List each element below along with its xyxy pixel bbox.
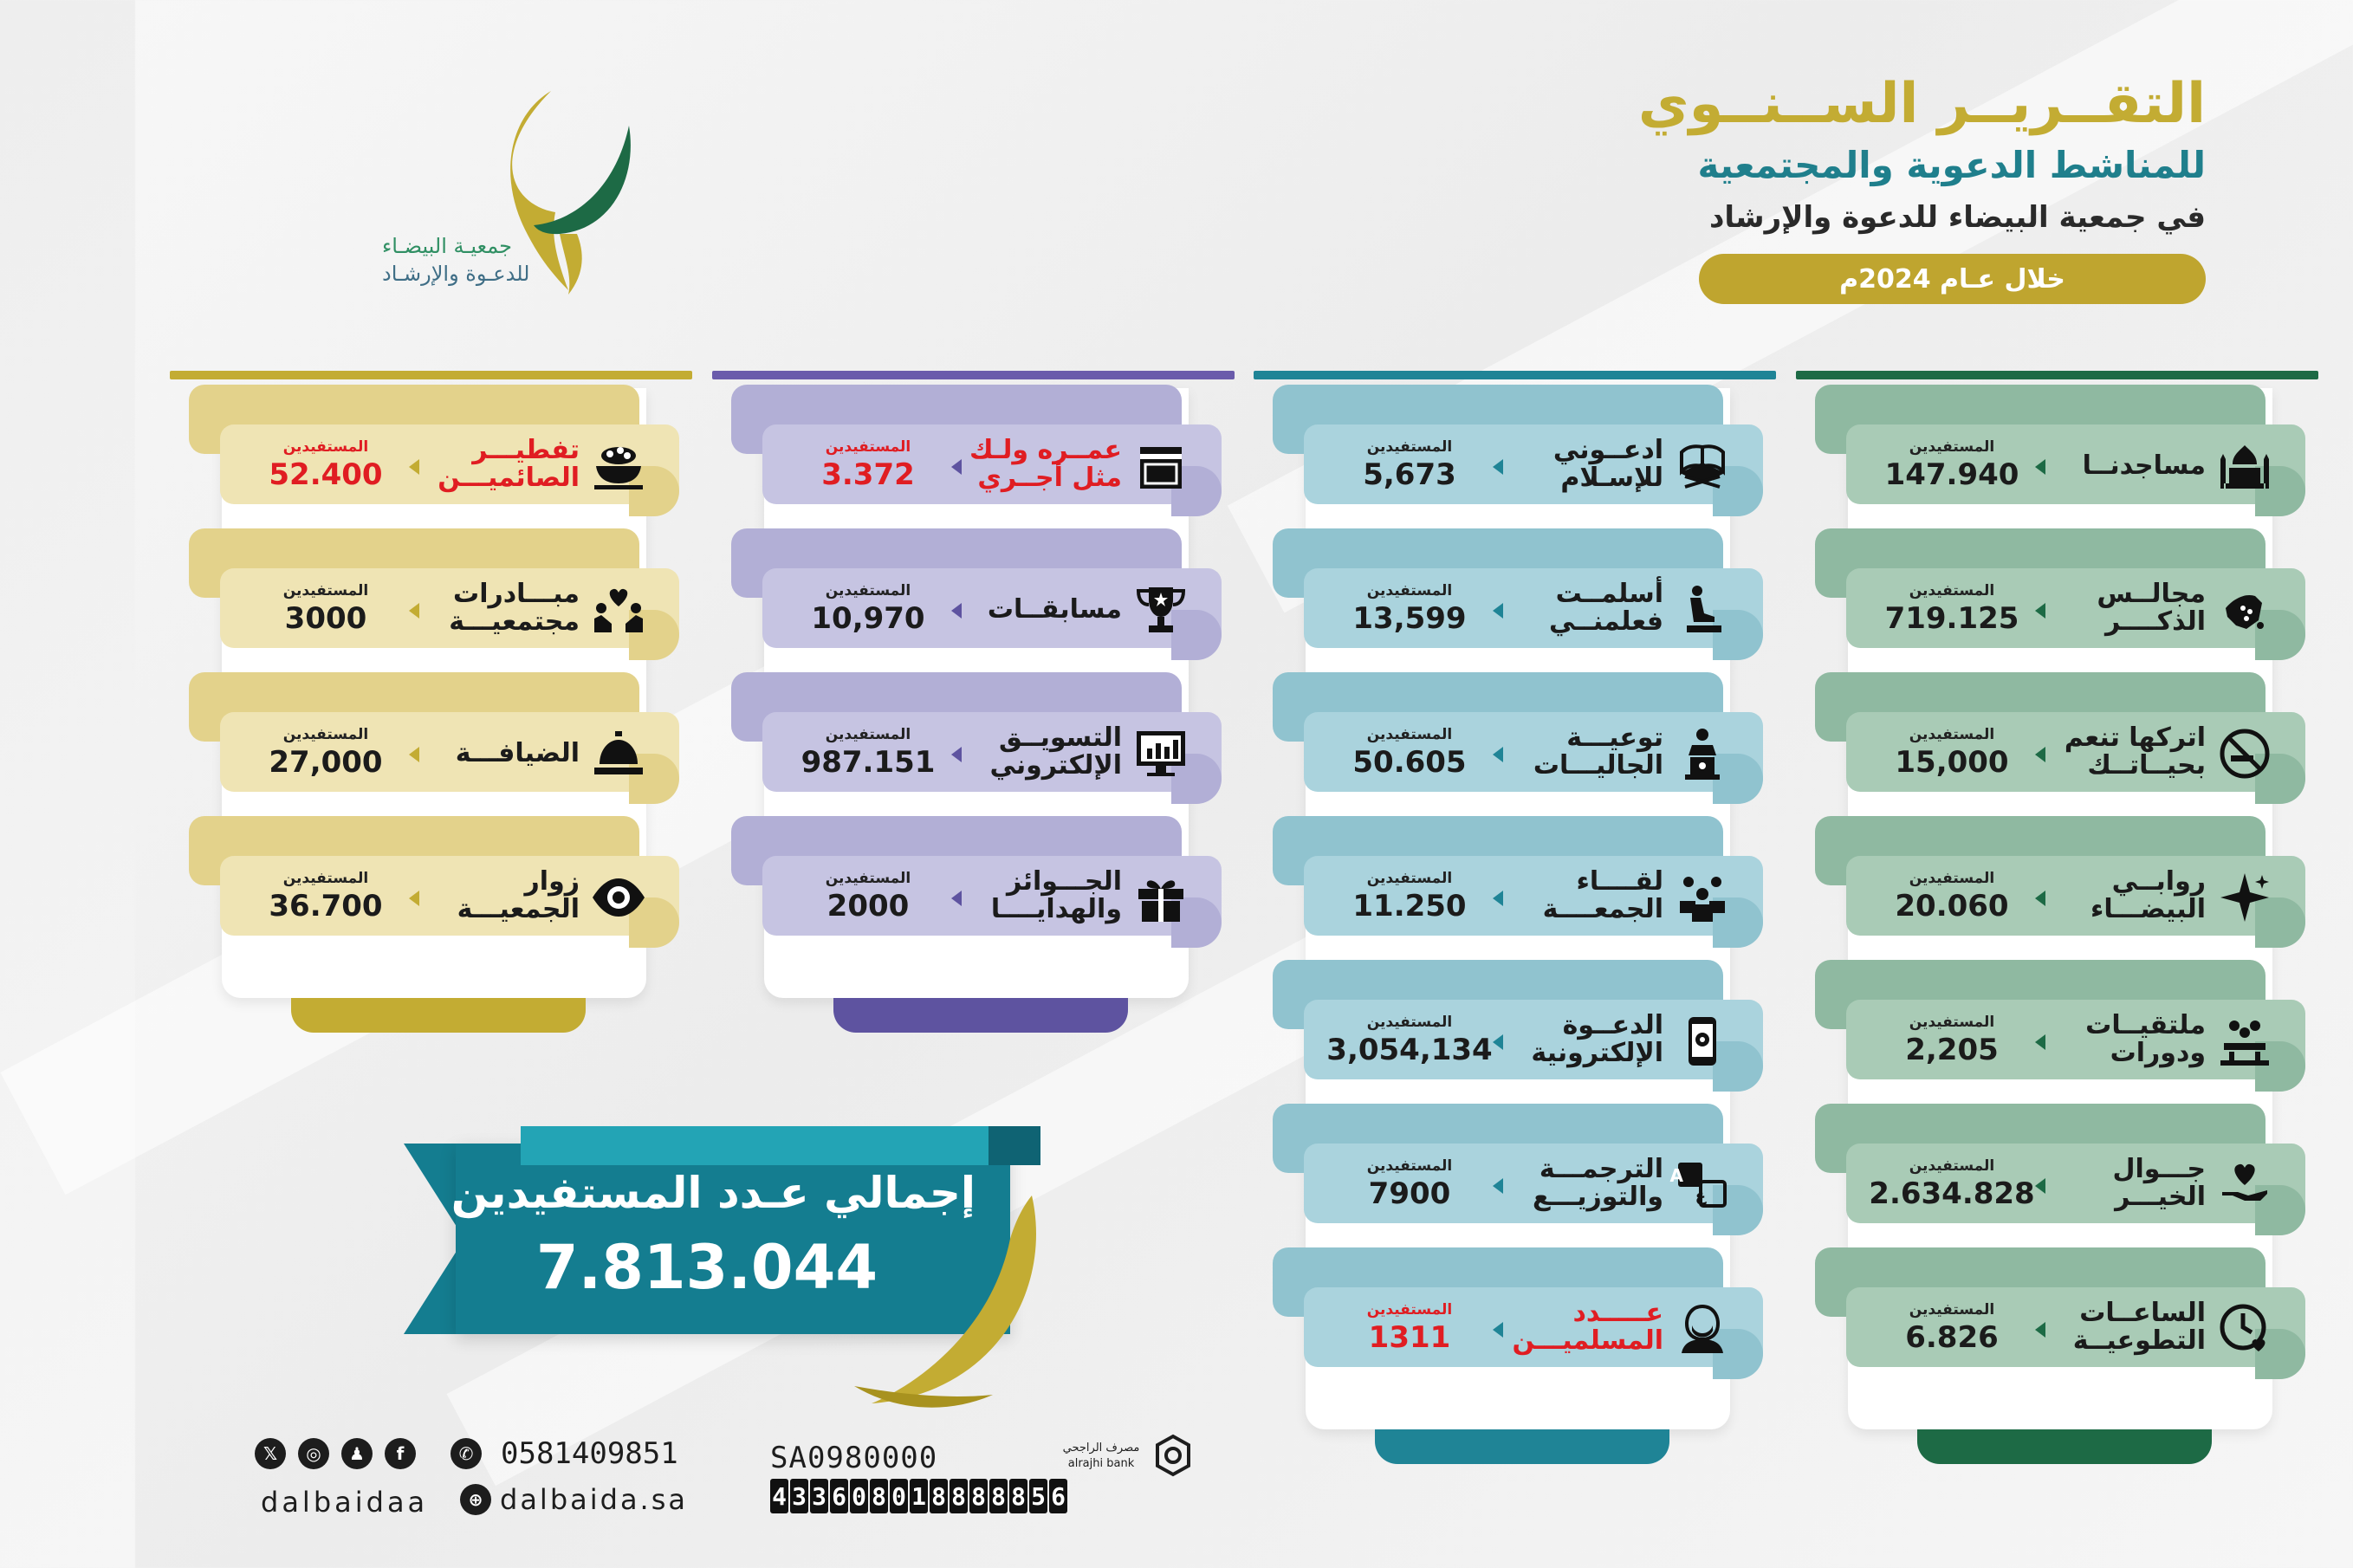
beneficiaries (1323, 438, 1496, 492)
beneficiaries-value: 6.826 (1905, 1320, 1999, 1355)
activity-label (2032, 1012, 2206, 1066)
activity-label-line: ادعــوني (1552, 435, 1663, 465)
activity-label-line: الجـــوائز (1007, 866, 1122, 897)
account-digit: 6 (830, 1479, 848, 1513)
beneficiaries (1865, 870, 2039, 923)
activity-label (406, 868, 580, 923)
activity-card (728, 523, 1222, 653)
activity-label-line: الإلكتروني (989, 749, 1122, 781)
kaaba-icon (1133, 438, 1189, 494)
beneficiaries-label: المستفيدين (1366, 1014, 1453, 1031)
activity-label-line: التطوعيــة (2072, 1325, 2206, 1356)
activity-label-line: الساعــات (2079, 1298, 2206, 1328)
beneficiaries-label: المستفيدين (1909, 1157, 1995, 1175)
activity-card (1269, 1098, 1763, 1228)
beneficiaries-value: 27,000 (269, 745, 383, 780)
banner-fold (989, 1126, 1040, 1165)
activity-card (728, 379, 1222, 509)
podium-icon (1675, 726, 1730, 781)
total-value: 7.813.044 (535, 1232, 878, 1303)
no-smoking-icon (2217, 726, 2272, 781)
activity-label-line: مجتمعيـــة (449, 606, 580, 637)
beneficiaries (1865, 438, 2039, 492)
logo-text (382, 232, 529, 288)
column-top-bar (170, 371, 692, 379)
mobile-icon (1675, 1014, 1730, 1069)
activity-label-line: مسابقــات (987, 594, 1122, 625)
food-bowl-icon (591, 438, 646, 494)
account-digit: 8 (950, 1479, 968, 1513)
column-gold (170, 371, 692, 924)
activity-label-line: بحيــاتــك (2087, 749, 2206, 781)
phone-icon[interactable]: ✆ (451, 1438, 482, 1469)
beneficiaries-label: المستفيدين (825, 726, 911, 743)
beneficiaries-value: 20.060 (1895, 889, 2009, 923)
activity-label (949, 437, 1122, 491)
activity-label-line: الترجمـــة (1539, 1154, 1663, 1184)
activity-label (1490, 1012, 1663, 1066)
activity-label-line: والهدايــــا (990, 893, 1122, 924)
column-footer-tab (1917, 1429, 2212, 1464)
beneficiaries-label: المستفيدين (1909, 726, 1995, 743)
beneficiaries-value: 987.151 (801, 745, 936, 780)
period-badge: خلال عـام 2024م (1699, 254, 2206, 304)
beneficiaries-value: 10,970 (811, 601, 925, 636)
monitor-chart-icon (1133, 726, 1189, 781)
beneficiaries-value: 2.634.828 (1869, 1176, 2035, 1211)
beneficiaries-label: المستفيدين (825, 438, 911, 456)
account-digit: 4 (770, 1479, 788, 1513)
activity-card (1812, 667, 2305, 797)
beneficiaries (781, 870, 955, 923)
activity-card (1269, 379, 1763, 509)
activity-card (1269, 667, 1763, 797)
banner-top-strip (521, 1126, 1040, 1165)
report-header (1582, 69, 2206, 304)
activity-label (1490, 580, 1663, 635)
activity-label-line: روابــي (2111, 866, 2206, 897)
activity-label-line: توعيـــة (1566, 722, 1663, 753)
activity-label-line: مجالــس (2097, 579, 2206, 609)
activity-card (1812, 1242, 2305, 1372)
activity-label-line: لقــــاء (1576, 866, 1663, 897)
beneficiaries (239, 582, 412, 636)
facebook-icon[interactable]: f (385, 1438, 416, 1469)
logo-line2: للدعـوة والإرشـاد (382, 262, 530, 287)
beneficiaries-value: 1311 (1368, 1320, 1451, 1355)
social-links (255, 1436, 678, 1471)
activity-label-line: فعلمنــي (1548, 606, 1663, 637)
account-digit: 8 (989, 1479, 1008, 1513)
activity-label-line: الضيافـــة (455, 738, 580, 768)
account-digit: 0 (890, 1479, 908, 1513)
beneficiaries (1323, 1157, 1496, 1211)
activity-label (949, 596, 1122, 624)
beneficiaries-value: 52.400 (269, 457, 383, 492)
clock-heart-icon (2217, 1301, 2272, 1357)
activity-label-line: أسلمــت (1555, 579, 1663, 609)
beneficiaries (1865, 1014, 2039, 1067)
beneficiaries (1323, 870, 1496, 923)
translate-icon (1669, 1157, 1730, 1213)
beneficiaries-label: المستفيدين (1366, 438, 1453, 456)
phone-number[interactable]: 0581409851 (501, 1436, 678, 1471)
report-subtitle: للمناشط الدعوية والمجتمعية (1697, 144, 2206, 186)
bank-logo (1053, 1429, 1192, 1478)
account-digit: 8 (930, 1479, 948, 1513)
beneficiaries-label: المستفيدين (825, 582, 911, 599)
beneficiaries (1323, 1014, 1496, 1067)
activity-label (2032, 1156, 2206, 1210)
instagram-icon[interactable]: ◎ (298, 1438, 329, 1469)
beneficiaries (1865, 1301, 2039, 1355)
service-bell-icon (591, 726, 646, 781)
beneficiaries (1323, 582, 1496, 636)
activity-card (1812, 379, 2305, 509)
activity-label (1490, 724, 1663, 779)
activity-label (406, 437, 580, 491)
beneficiaries (1865, 726, 2039, 780)
activity-label-line: البيضـــاء (2090, 893, 2206, 924)
quran-icon (1675, 438, 1730, 494)
logo-line1: جمعيـة البيضـاء (382, 234, 512, 258)
account-number (770, 1479, 1067, 1513)
svg-text:ع: ع (1695, 1187, 1706, 1205)
beneficiaries (1323, 1301, 1496, 1355)
account-digit: 8 (1009, 1479, 1027, 1513)
beneficiaries-value: 3.372 (821, 457, 915, 492)
beneficiaries-label: المستفيدين (1909, 438, 1995, 456)
activity-label (949, 868, 1122, 923)
website-text[interactable]: dalbaida.sa (500, 1483, 688, 1516)
activity-label-line: الجاليـــات (1533, 749, 1663, 781)
beneficiaries-value: 5,673 (1363, 457, 1456, 492)
total-title: إجمالي عـدد المستفيدين (451, 1168, 976, 1218)
column-footer-tab (833, 998, 1128, 1033)
svg-text:A: A (1669, 1165, 1683, 1186)
beneficiaries-label: المستفيدين (282, 438, 369, 456)
website-link[interactable] (460, 1483, 688, 1516)
activity-label-line: الدعــوة (1562, 1010, 1663, 1040)
account-digit: 5 (1029, 1479, 1047, 1513)
mosque-icon (2217, 438, 2272, 494)
activity-label-line: التسويــق (999, 722, 1122, 753)
activity-card (728, 811, 1222, 941)
column-green (1796, 371, 2318, 1356)
column-footer-tab (1375, 1429, 1669, 1464)
activity-label-line: عـــــدد (1572, 1298, 1663, 1328)
activity-card (1812, 523, 2305, 653)
beneficiaries-label: المستفيدين (1366, 870, 1453, 887)
column-teal (1254, 371, 1776, 1356)
gold-swoosh-icon (820, 1187, 1053, 1421)
trophy-icon (1133, 582, 1189, 638)
beneficiaries-value: 3,054,134 (1326, 1033, 1493, 1067)
beneficiaries-label: المستفيدين (282, 582, 369, 599)
globe-icon: ⊕ (460, 1484, 491, 1515)
iban-prefix: SA0980000 (770, 1441, 938, 1475)
tasbih-hand-icon (2217, 582, 2272, 638)
activity-label-line: زوار (524, 866, 580, 897)
column-purple (712, 371, 1235, 924)
column-top-bar (712, 371, 1235, 379)
beneficiaries-value: 36.700 (269, 889, 383, 923)
meeting-icon (2217, 1014, 2272, 1069)
activity-label (2032, 868, 2206, 923)
beneficiaries-label: المستفيدين (1909, 1301, 1995, 1319)
beneficiaries-value: 2,205 (1905, 1033, 1999, 1067)
beneficiaries (781, 438, 955, 492)
activity-label (1490, 1156, 1663, 1210)
bank-emblem-icon (1151, 1433, 1196, 1478)
activity-label (2032, 1299, 2206, 1354)
beneficiaries-label: المستفيدين (1366, 726, 1453, 743)
beneficiaries (239, 870, 412, 923)
activity-card (185, 523, 679, 653)
beneficiaries-label: المستفيدين (282, 726, 369, 743)
activity-label-line: اتركها تنعم (2064, 722, 2206, 753)
account-digit: 8 (870, 1479, 888, 1513)
activity-label-line: الجمعيـــة (457, 893, 580, 924)
activity-label-line: الصائميـــن (438, 462, 580, 493)
activity-label-line: جـــوال (2112, 1154, 2206, 1184)
activity-label-line: ودورات (2110, 1037, 2206, 1068)
activity-label (406, 740, 580, 768)
organization-name: في جمعية البيضاء للدعوة والإرشاد (1708, 200, 2206, 235)
activity-label (1490, 1299, 1663, 1354)
activity-card (185, 811, 679, 941)
bank-name-ar: مصرف الراجحي (1062, 1442, 1140, 1455)
activity-label-line: مبـــادرات (453, 579, 580, 609)
report-title: التقــريــر الســنــوي (1637, 72, 2206, 136)
activity-label-line: الذكــــر (2104, 606, 2206, 637)
activity-label-line: الإلكترونية (1531, 1037, 1663, 1068)
beneficiaries (781, 726, 955, 780)
beneficiaries-label: المستفيدين (825, 870, 911, 887)
beneficiaries (239, 438, 412, 492)
beneficiaries-label: المستفيدين (1366, 582, 1453, 599)
activity-label-line: المسلميـــن (1512, 1325, 1663, 1356)
group-icon (1675, 870, 1730, 925)
beneficiaries (239, 726, 412, 780)
eye-icon (591, 870, 646, 925)
x-icon[interactable]: 𝕏 (255, 1438, 286, 1469)
beneficiaries (781, 582, 955, 636)
beneficiaries-value: 147.940 (1884, 457, 2019, 492)
heart-hand-icon (2217, 1157, 2272, 1213)
beneficiaries-value: 719.125 (1884, 601, 2019, 636)
snapchat-icon[interactable]: ♟ (341, 1438, 373, 1469)
activity-card (185, 667, 679, 797)
activity-label-line: والتوزيـــع (1532, 1181, 1663, 1212)
beneficiaries-value: 15,000 (1895, 745, 2009, 780)
beneficiaries-label: المستفيدين (1366, 1301, 1453, 1319)
praying-person-icon (1675, 582, 1730, 638)
beneficiaries-label: المستفيدين (1366, 1157, 1453, 1175)
muslim-person-icon (1675, 1301, 1730, 1357)
beneficiaries-label: المستفيدين (1909, 870, 1995, 887)
activity-label-line: عمــره ولـك (969, 435, 1122, 465)
account-digit: 1 (910, 1479, 928, 1513)
column-top-bar (1254, 371, 1776, 379)
beneficiaries-value: 2000 (826, 889, 910, 923)
social-handle[interactable]: dalbaidaa (261, 1486, 429, 1519)
account-digit: 6 (1049, 1479, 1067, 1513)
beneficiaries (1323, 726, 1496, 780)
activity-card (1812, 811, 2305, 941)
activity-label (2032, 724, 2206, 779)
activity-card (1812, 955, 2305, 1085)
beneficiaries-value: 11.250 (1352, 889, 1467, 923)
bank-name-en: alrajhi bank (1067, 1457, 1135, 1470)
activity-label-line: ملتقيــات (2085, 1010, 2206, 1040)
activity-label-line: الخيـــر (2115, 1181, 2206, 1212)
activity-card (1269, 811, 1763, 941)
activity-label (406, 580, 580, 635)
account-digit: 3 (790, 1479, 808, 1513)
beneficiaries-label: المستفيدين (1909, 582, 1995, 599)
activity-card (1812, 1098, 2305, 1228)
beneficiaries-value: 13,599 (1352, 601, 1467, 636)
account-digit: 3 (810, 1479, 828, 1513)
beneficiaries-value: 50.605 (1352, 745, 1467, 780)
activity-label (2032, 452, 2206, 480)
beneficiaries-value: 7900 (1368, 1176, 1451, 1211)
activity-label-line: مثل أجــري (977, 462, 1122, 493)
column-footer-tab (291, 998, 586, 1033)
column-top-bar (1796, 371, 2318, 379)
community-heart-icon (591, 582, 646, 638)
beneficiaries-value: 3000 (284, 601, 367, 636)
activity-label-line: مساجدنــا (2082, 450, 2206, 481)
activity-card (728, 667, 1222, 797)
activity-label (2032, 580, 2206, 635)
beneficiaries (1865, 582, 2039, 636)
sparkle-icon (2217, 870, 2272, 925)
activity-card (1269, 955, 1763, 1085)
account-digit: 8 (969, 1479, 988, 1513)
activity-label (949, 724, 1122, 779)
beneficiaries-label: المستفيدين (282, 870, 369, 887)
activity-label-line: الجمعــــة (1542, 893, 1663, 924)
activity-label-line: للإسـلام (1560, 462, 1663, 493)
account-digit: 0 (850, 1479, 868, 1513)
beneficiaries-label: المستفيدين (1909, 1014, 1995, 1031)
activity-card (185, 379, 679, 509)
beneficiaries (1865, 1157, 2039, 1211)
activity-card (1269, 523, 1763, 653)
activity-label-line: تفطيـــر (472, 435, 580, 465)
gift-icon (1133, 870, 1189, 925)
activity-card (1269, 1242, 1763, 1372)
activity-label (1490, 437, 1663, 491)
activity-label (1490, 868, 1663, 923)
